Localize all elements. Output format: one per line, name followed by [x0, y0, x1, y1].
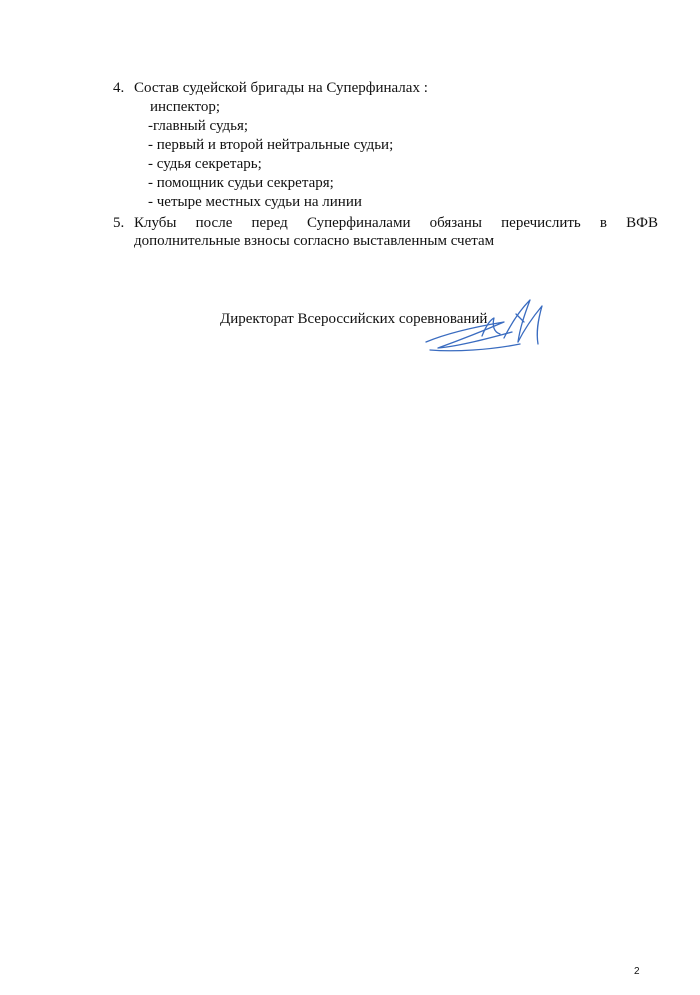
list-item: -главный судья;: [148, 118, 249, 134]
item-body: [134, 214, 658, 250]
list-item: - судья секретарь;: [148, 156, 262, 172]
referee-team-list: [148, 98, 393, 212]
list-item: - первый и второй нейтральные судьи;: [148, 137, 394, 153]
list-item: инспектор;: [150, 99, 221, 115]
item-number: 5.: [113, 215, 125, 231]
handwritten-signature: [420, 292, 550, 356]
item-number: 4.: [113, 80, 125, 96]
list-item-5: [113, 214, 658, 250]
list-item: - четыре местных судьи на линии: [148, 194, 362, 210]
item-body-line: Клубы после перед Суперфиналами обязаны перечислить в ВФВ: [134, 215, 658, 231]
item-heading: Состав судейской бригады на Суперфиналах :: [134, 80, 428, 96]
item-body-line: дополнительные взносы согласно выставленным счетам: [134, 233, 495, 249]
page-number: 2: [634, 966, 640, 977]
list-item: - помощник судьи секретаря;: [148, 175, 334, 191]
directorate-signature-text: Директорат Всероссийских соревнований: [220, 311, 488, 327]
list-item-4: [113, 79, 658, 97]
